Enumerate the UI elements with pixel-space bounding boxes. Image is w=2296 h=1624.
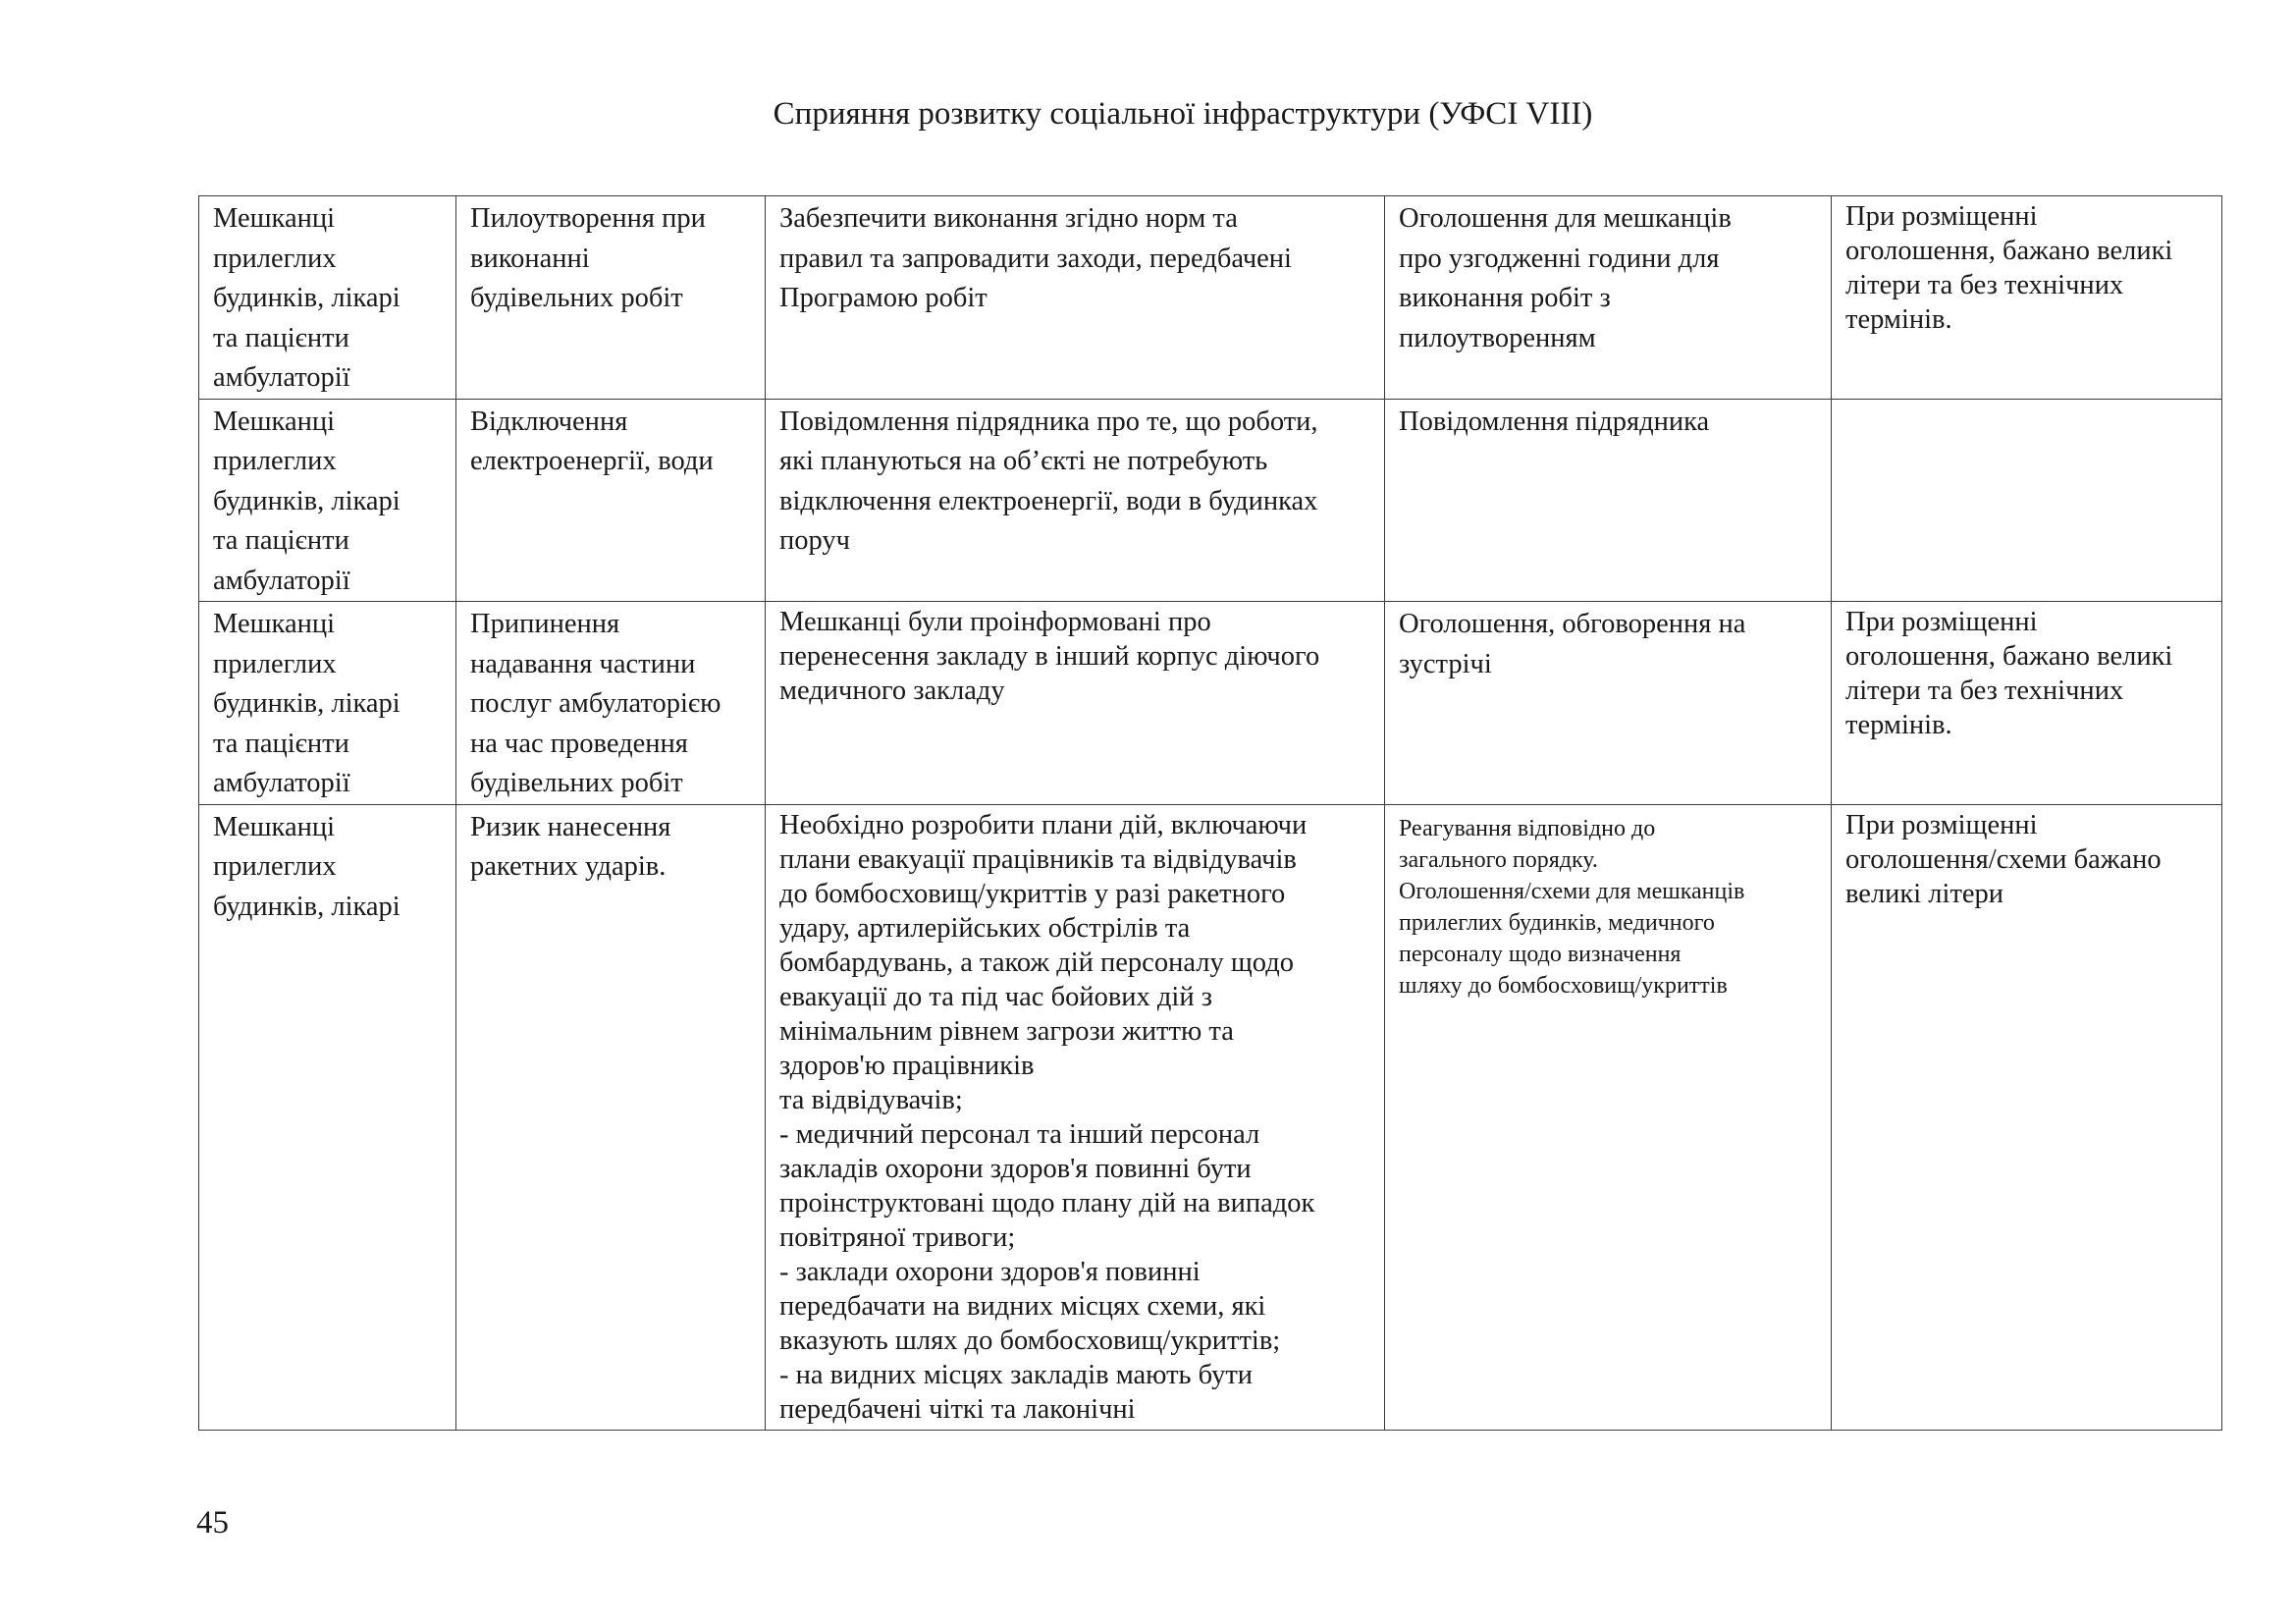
page-title: Сприяння розвитку соціальної інфраструктури (УФСІ VIII) xyxy=(773,96,1593,132)
impact-cell: Припинення надавання частини послуг амбулаторією на час проведення будівельних робіт xyxy=(456,602,766,805)
impact-mitigation-table xyxy=(198,195,2222,1431)
notes-cell xyxy=(1832,399,2222,602)
table-row xyxy=(199,602,2222,805)
page-number: 45 xyxy=(196,1505,229,1541)
affected-group-cell: Мешканці прилеглих будинків, лікарі та пацієнти амбулаторії xyxy=(199,602,456,805)
notes-cell: При розміщенні оголошення, бажано великі літери та без технічних термінів. xyxy=(1832,602,2222,805)
affected-group-cell: Мешканці прилеглих будинків, лікарі та пацієнти амбулаторії xyxy=(199,196,456,400)
impact-cell: Ризик нанесення ракетних ударів. xyxy=(456,804,766,1430)
affected-group-cell: Мешканці прилеглих будинків, лікарі та пацієнти амбулаторії xyxy=(199,399,456,602)
affected-group-cell: Мешканці прилеглих будинків, лікарі xyxy=(199,804,456,1430)
notes-cell: При розміщенні оголошення, бажано великі літери та без технічних термінів. xyxy=(1832,196,2222,400)
measures-cell: Повідомлення підрядника про те, що роботи, які плануються на об’єкті не потребують відключення електроенергії, води в будинках поруч xyxy=(766,399,1385,602)
communication-cell: Повідомлення підрядника xyxy=(1385,399,1832,602)
measures-cell: Необхідно розробити плани дій, включаючи плани евакуації працівників та відвідувачів до бомбосховищ/укриттів у разі ракетного удару, артилерійських обстрілів та бомбардувань, а також дій персоналу щодо евакуації до та під час бойових дій з мінімальним рівнем загрози життю та здоров'ю працівників та відвідувачів; - медичний персонал та інший персонал закладів охорони здоров'я повинні бути проінструктовані щодо плану дій на випадок повітряної тривоги; - заклади охорони здоров'я повинні передбачати на видних місцях схеми, які вказують шлях до бомбосховищ/укриттів; - на видних місцях закладів мають бути передбачені чіткі та лаконічні xyxy=(766,804,1385,1430)
measures-cell: Мешканці були проінформовані про перенесення закладу в інший корпус діючого медичного закладу xyxy=(766,602,1385,805)
table-row xyxy=(199,804,2222,1430)
impact-cell: Відключення електроенергії, води xyxy=(456,399,766,602)
table-row xyxy=(199,399,2222,602)
impact-cell: Пилоутворення при виконанні будівельних робіт xyxy=(456,196,766,400)
communication-cell: Оголошення, обговорення на зустрічі xyxy=(1385,602,1832,805)
notes-cell: При розміщенні оголошення/схеми бажано великі літери xyxy=(1832,804,2222,1430)
measures-cell: Забезпечити виконання згідно норм та правил та запровадити заходи, передбачені Програмою робіт xyxy=(766,196,1385,400)
communication-cell: Оголошення для мешканців про узгодженні години для виконання робіт з пилоутворенням xyxy=(1385,196,1832,400)
communication-cell: Реагування відповідно до загального порядку. Оголошення/схеми для мешканців прилеглих будинків, медичного персоналу щодо визначення шляху до бомбосховищ/укриттів xyxy=(1385,804,1832,1430)
table-row xyxy=(199,196,2222,400)
